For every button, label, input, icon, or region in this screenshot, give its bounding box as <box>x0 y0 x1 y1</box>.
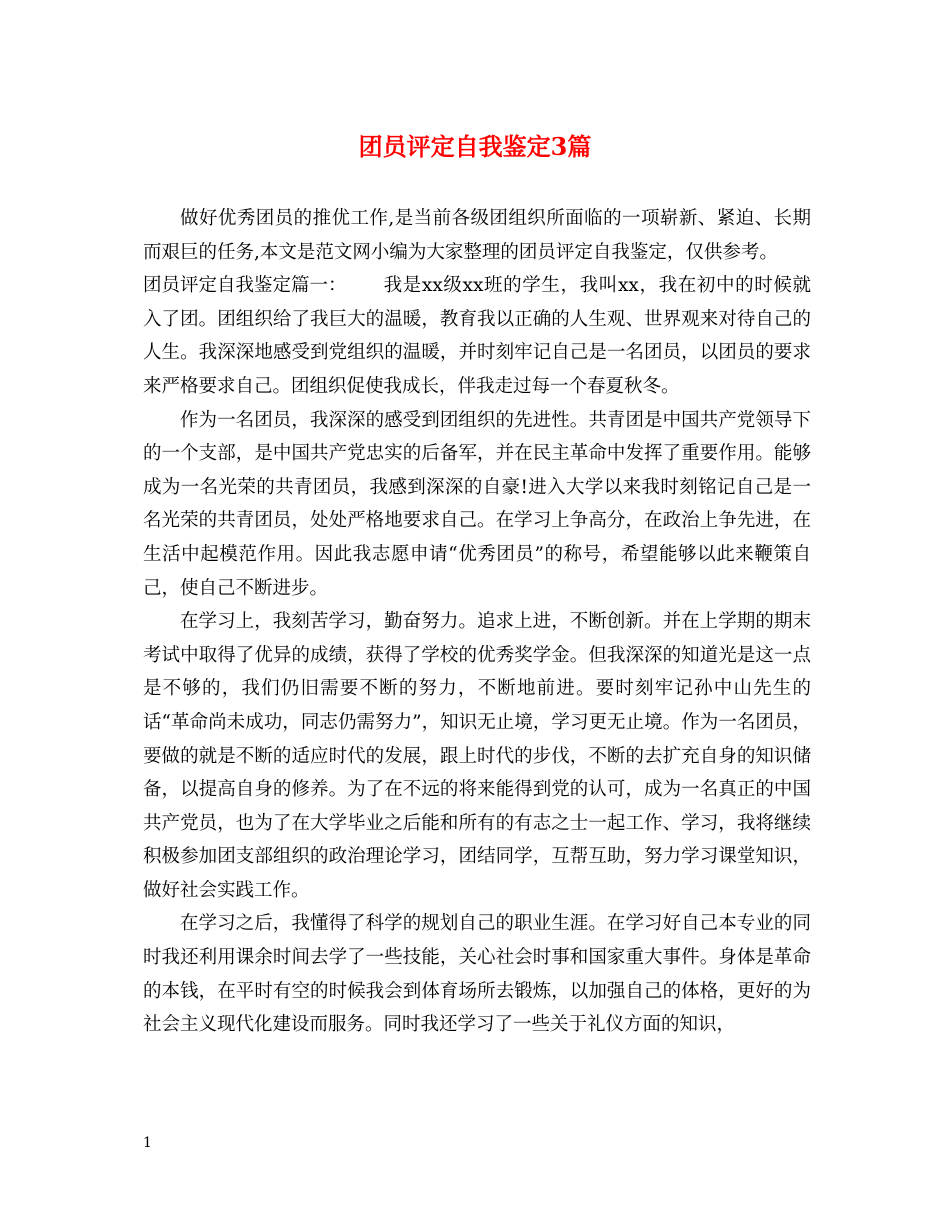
body-paragraph: 在学习上，我刻苦学习，勤奋努力。追求上进，不断创新。并在上学期的期末考试中取得了优异的成绩，获得了学校的优秀奖学金。但我深深的知道光是这一点是不够的，我们仍旧需要不断的努力，不断地前进。要时刻牢记孙中山先生的话“革命尚未成功，同志仍需努力”，知识无止境，学习更无止境。作为一名团员，要做的就是不断的适应时代的发展，跟上时代的步伐，不断的去扩充自身的知识储备，以提高自身的修养。为了在不远的将来能得到党的认可，成为一名真正的中国共产党员，也为了在大学毕业之后能和所有的有志之士一起工作、学习，我将继续积极参加团支部组织的政治理论学习，团结同学，互帮互助，努力学习课堂知识，做好社会实践工作。 <box>143 611 811 901</box>
body-paragraph: 在学习之后，我懂得了科学的规划自己的职业生涯。在学习好自己本专业的同时我还利用课余时间去学了一些技能，关心社会时事和国家重大事件。身体是革命的本钱，在平时有空的时候我会到体育场所去锻炼，以加强自己的体格，更好的为社会主义现代化建设而服务。同时我还学习了一些关于礼仪方面的知识， <box>143 913 811 1036</box>
page-number: 1 <box>143 1135 152 1151</box>
section-one-label: 团员评定自我鉴定篇一： <box>143 275 347 297</box>
document-body <box>143 202 811 1042</box>
body-paragraph: 作为一名团员，我深深的感受到团组织的先进性。共青团是中国共产党领导下的一个支部，是中国共产党忠实的后备军，并在民主革命中发挥了重要作用。能够成为一名光荣的共青团员，我感到深深的自豪!进入大学以来我时刻铭记自己是一名光荣的共青团员，处处严格地要求自己。在学习上争高分，在政治上争先进，在生活中起模范作用。因此我志愿申请“优秀团员”的称号，希望能够以此来鞭策自己，使自己不断进步。 <box>143 409 811 599</box>
section-one-paragraph <box>143 269 811 403</box>
intro-paragraph: 做好优秀团员的推优工作,是当前各级团组织所面临的一项崭新、紧迫、长期而艰巨的任务,本文是范文网小编为大家整理的团员评定自我鉴定，仅供参考。 <box>143 208 811 263</box>
document-title: 团员评定自我鉴定3篇 <box>358 132 592 161</box>
section-one-text: 我是xx级xx班的学生，我叫xx，我在初中的时候就入了团。团组织给了我巨大的温暖，教育我以正确的人生观、世界观来对待自己的人生。我深深地感受到党组织的温暖，并时刻牢记自己是一名团员，以团员的要求来严格要求自己。团组织促使我成长，伴我走过每一个春夏秋冬。 <box>143 275 811 397</box>
